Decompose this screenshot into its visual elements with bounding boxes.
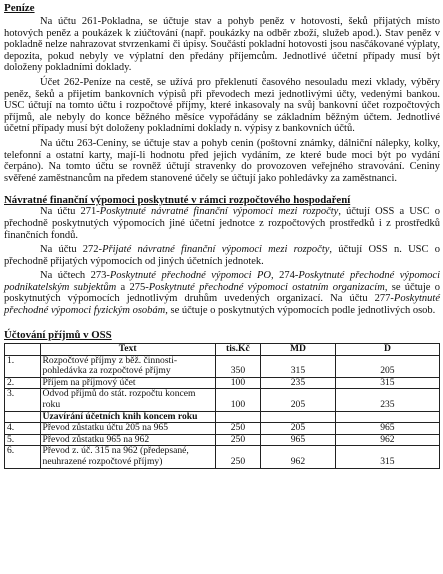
cell-d: 965	[335, 423, 439, 435]
cell-text: Odvod příjmů do stát. rozpočtu koncem roku	[40, 389, 215, 411]
paragraph-pokladna: Na účtu 261-Pokladna, se účtuje stav a pohyb peněz v hotovosti, šeků přijatých místo hotových peněz a poukázek k ziúčtování (např. poukázky na odběr zboží, služeb apod.). Stav peněz v pokladně nelze nahrazovat stvrzenkami či úpisy. Součásti pokladní hotovosti jsou nasčákované výplaty, depozita, pokud nebyly ve výplatní den předány příjemcům. Jednotlivé účetní případy musí být doloženy pokladními doklady.	[4, 16, 440, 74]
table-row	[5, 377, 440, 389]
header-md: MD	[261, 343, 336, 355]
cell-md	[261, 411, 336, 423]
cell-text: Uzavírání účetních knih koncem roku	[40, 411, 215, 423]
paragraph-ucet-271	[4, 206, 440, 241]
paragraph-penize-na-ceste: Účet 262-Peníze na cestě, se užívá pro překlenutí časového nesouladu mezi vklady, výběry peněz, šeků a přijetím bankovních výpisů při převodech mezi jednotlivými účty, vedenými bankou. USC účtují na tomto účtu i rozpočtové příjmy, které inkasovaly na svůj bankovní účet rozpočtových příjmů, ale nebyly do konce běžného měsíce vypořádány se základním běžným účtem. Jednotlivé účetní případy musí být doloženy pokladními doklady n. výpisy z bankovních účtů.	[4, 76, 440, 135]
cell-index: 6.	[5, 446, 41, 468]
table-row	[5, 446, 440, 468]
header-amount: tis.Kč	[215, 343, 260, 355]
text-run: , účtují OSS n. USC o přechodně přijatých výpomocích od jiných účetních jednotek.	[4, 244, 440, 267]
italic-run: Poskytnuté přechodné výpomoci PO	[109, 270, 271, 282]
section-title-penize: Peníze	[4, 2, 35, 14]
cell-d	[335, 411, 439, 423]
cell-index: 4.	[5, 423, 41, 435]
cell-md: 315	[261, 355, 336, 377]
cell-index: 5.	[5, 434, 41, 446]
cell-amount: 100	[215, 389, 260, 411]
cell-md: 205	[261, 423, 336, 435]
section-title-uctovani: Účtování příjmů v OSS	[4, 328, 112, 341]
text-run: a 275-	[116, 281, 149, 293]
italic-run: Poskytnuté přechodné výpomoci ostatním organizacím	[148, 281, 385, 293]
text-run: , účtují OSS a USC o přechodně poskytnutých výpomocích jiné účetní jednotce z rozpočtových prostředků i z prostředků finančních fondů.	[4, 206, 440, 241]
text-run: , se účtuje o poskytnutých výpomocích podle jednotlivých osob.	[165, 305, 436, 317]
cell-d: 315	[335, 377, 439, 389]
cell-md: 205	[261, 389, 336, 411]
cell-text: Převod z. úč. 315 na 962 (předepsané, neuhrazené rozpočtové příjmy)	[40, 446, 215, 468]
table-body	[5, 355, 440, 468]
cell-amount	[215, 411, 260, 423]
cell-text: Rozpočtové příjmy z běž. činnosti-pohledávka za rozpočtové příjmy	[40, 355, 215, 377]
paragraph-ucet-272	[4, 244, 440, 267]
cell-md: 235	[261, 377, 336, 389]
text-run: Na účtu 272-	[40, 244, 103, 256]
header-text: Text	[40, 343, 215, 355]
cell-amount: 250	[215, 434, 260, 446]
cell-amount: 350	[215, 355, 260, 377]
table-row	[5, 355, 440, 377]
text-run: , 274-	[271, 270, 299, 282]
text-run: Na účtu 271-	[40, 206, 100, 218]
cell-text: Převod zůstatku účtu 205 na 965	[40, 423, 215, 435]
paragraph-ceniny: Na účtu 263-Ceniny, se účtuje stav a pohyb cenin (poštovní známky, dálniční nálepky, kolky, telefonní a ostatní karty, mají-li hodnotu před jejich vydáním, ze které bude moci být po vydání čerpáno). Na tomto účtu se rovněž účtují stravenky do provozoven veřejného stravování. Ceniny svěřené zaměstnancům na předem stanovené účely se účtují jako pohledávky za zaměstnanci.	[4, 137, 440, 184]
cell-d: 235	[335, 389, 439, 411]
cell-md: 965	[261, 434, 336, 446]
cell-text: Převod zůstatku 965 na 962	[40, 434, 215, 446]
text-run: , se účtuje o poskytnutých výpomocích jednotlivým druhům uvedených organizací. Na účtu 277-	[4, 281, 440, 305]
cell-d: 962	[335, 434, 439, 446]
cell-md: 962	[261, 446, 336, 468]
table-row	[5, 434, 440, 446]
cell-text: Příjem na příjmový účet	[40, 377, 215, 389]
header-d: D	[335, 343, 439, 355]
text-run: Na účtech 273-	[40, 270, 110, 282]
cell-amount: 250	[215, 446, 260, 468]
italic-run: Poskytnuté přechodné výpomoci fyzickým osobám	[4, 293, 440, 317]
table-row	[5, 389, 440, 411]
accounting-table	[4, 343, 440, 469]
cell-index: 2.	[5, 377, 41, 389]
header-index	[5, 343, 41, 355]
cell-amount: 250	[215, 423, 260, 435]
table-section-row	[5, 411, 440, 423]
italic-run: Poskytnuté návratné finanční výpomoci mezi rozpočty	[99, 206, 339, 218]
italic-run: Poskytnuté přechodné výpomoci podnikatelským subjektům	[4, 270, 440, 293]
cell-d: 205	[335, 355, 439, 377]
cell-index: 3.	[5, 389, 41, 411]
section-title-vypomoci: Návratné finanční výpomoci poskytnuté v rámci rozpočtového hospodaření	[4, 194, 351, 207]
table-row	[5, 423, 440, 435]
italic-run: Přijaté návratné finanční výpomoci mezi rozpočty	[102, 244, 330, 256]
cell-index	[5, 411, 41, 423]
cell-index: 1.	[5, 355, 41, 377]
cell-d: 315	[335, 446, 439, 468]
paragraph-ucty-273-277	[4, 270, 440, 316]
table-header-row	[5, 343, 440, 355]
cell-amount: 100	[215, 377, 260, 389]
